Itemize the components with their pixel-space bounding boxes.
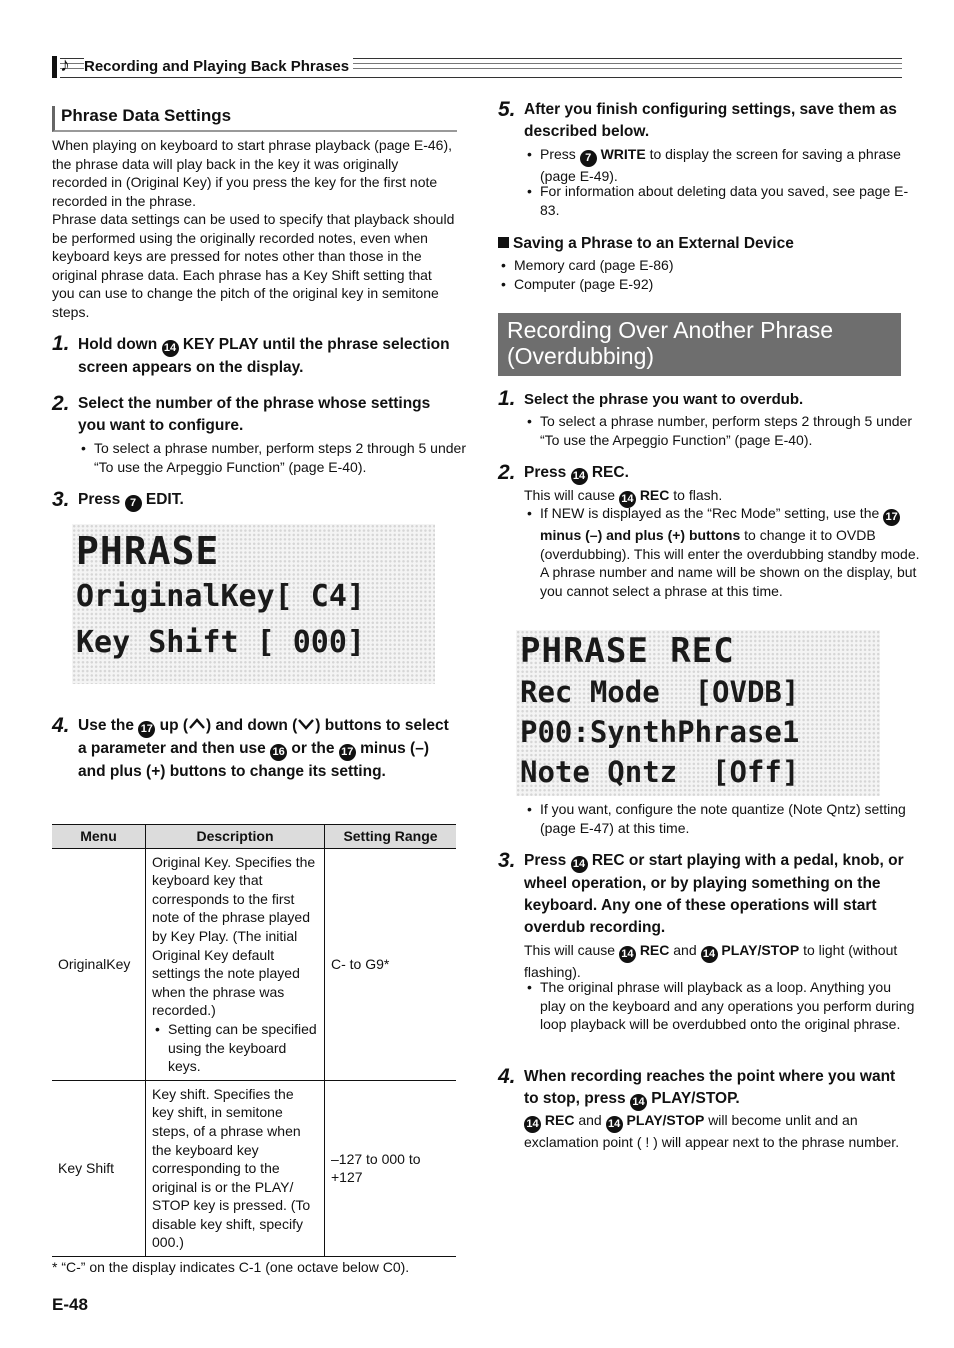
button-label: REC	[639, 487, 670, 503]
step-number: 1.	[498, 387, 516, 410]
intro-paragraph-1: When playing on keyboard to start phrase playback (page E-46), the phrase data will play back in the key it was originally recorded in (Original Key) if you press the key for the first note recorded in the phrase.	[52, 137, 453, 209]
saving-item: • Memory card (page E-86)	[498, 256, 914, 275]
step-text-part: REC or start playing with a pedal, knob, or wheel operation, or by playing something on the keyboard. Any one of these operations will start overdub recording.	[524, 852, 904, 936]
table-header-row	[52, 825, 456, 849]
button-label: WRITE	[600, 146, 646, 162]
step-number: 4.	[498, 1065, 516, 1088]
button-label: REC	[544, 1112, 575, 1128]
lcd-line: Note Qntz [Off]	[520, 755, 800, 789]
overdub-step-1-bullet: • To select a phrase number, perform steps 2 through 5 under “To use the Arpeggio Function” (page E-40).	[524, 412, 920, 449]
button-14-icon: 14	[571, 468, 588, 485]
step-2-text: Select the number of the phrase whose settings you want to configure.	[78, 395, 431, 434]
step-number: 5.	[498, 98, 516, 121]
table-row	[52, 848, 456, 1080]
step-text-part: ) buttons to select a parameter and then use	[78, 717, 449, 757]
square-bullet-icon	[498, 237, 509, 248]
step-text-part: Hold down	[78, 336, 158, 353]
running-header	[52, 54, 902, 78]
music-note-icon: ♪	[60, 54, 70, 76]
table-footnote: * “C-” on the display indicates C-1 (one octave below C0).	[52, 1259, 410, 1275]
step-5-text: After you finish configuring settings, save them as described below.	[524, 101, 897, 140]
text-part: This will cause	[524, 942, 616, 958]
button-label: PLAY/STOP	[721, 942, 800, 958]
table-cell-range: –127 to 000 to +127	[325, 1080, 457, 1256]
overdub-step-3-bullet: • The original phrase will playback as a loop. Anything you play on the keyboard and any operations you perform during loop playback will be overdubbed onto the original phrase.	[524, 978, 920, 1034]
step-text-part: REC.	[591, 464, 629, 481]
step-2-bullet: • To select a phrase number, perform steps 2 through 5 under “To use the Arpeggio Function” (page E-40).	[78, 439, 474, 476]
overdub-step-3-text	[524, 941, 904, 982]
bullet-text-part: Press	[540, 146, 576, 162]
step-5-bullet	[524, 145, 920, 186]
lcd-line: Key Shift [ 000]	[76, 625, 365, 660]
step-1-text	[78, 334, 458, 379]
step-3-text	[78, 489, 458, 512]
step-number: 2.	[498, 461, 516, 484]
overdub-step-3	[524, 850, 904, 939]
button-14-icon: 14	[619, 491, 636, 508]
text-part: will become unlit and an exclamation point ( ! ) will appear next to the phrase number.	[524, 1112, 900, 1150]
description-bullet: • Setting can be specified using the keyboard keys.	[152, 1020, 318, 1076]
step-text-part: Press	[524, 464, 567, 481]
bullet-text-part: to display the screen for saving a phrase (page E-49).	[540, 146, 901, 184]
button-label: REC	[639, 942, 670, 958]
table-cell-menu: Key Shift	[52, 1080, 146, 1256]
lcd-display-phrase-rec	[516, 630, 880, 796]
button-14-icon: 14	[606, 1116, 623, 1133]
button-7-icon: 7	[580, 150, 597, 167]
lcd-line: P00:SynthPhrase1	[520, 715, 800, 749]
button-14-icon: 14	[571, 856, 588, 873]
text-part: and	[673, 942, 697, 958]
step-number: 1.	[52, 332, 70, 355]
button-7-icon: 7	[125, 495, 142, 512]
overdub-step-1: Select the phrase you want to overdub.	[524, 391, 804, 408]
saving-title: Saving a Phrase to an External Device	[513, 235, 794, 252]
step-text-part: Press	[524, 852, 567, 869]
step-text-part: Press	[78, 491, 121, 508]
table-cell-range: C- to G9*	[325, 848, 457, 1080]
table-header: Description	[146, 825, 325, 849]
button-14-icon: 14	[524, 1116, 541, 1133]
step-number: 4.	[52, 714, 70, 737]
text-part: to flash.	[673, 487, 723, 503]
table-header: Menu	[52, 825, 146, 849]
step-number: 3.	[498, 849, 516, 872]
overdub-step-4	[524, 1066, 904, 1111]
step-4-text	[78, 715, 458, 783]
text-part: This will cause	[524, 487, 616, 503]
step-number: 2.	[52, 392, 70, 415]
text-part: to light (without flashing).	[524, 942, 898, 980]
settings-table	[52, 824, 456, 1257]
overdub-step-2-bullet-2: • If you want, configure the note quantize (Note Qntz) setting (page E-47) at this time.	[524, 800, 920, 837]
step-5-bullet: • For information about deleting data you saved, see page E-83.	[524, 182, 920, 219]
chevron-down-icon	[297, 717, 315, 734]
button-17-icon: 17	[339, 744, 356, 761]
intro-paragraph-2: Phrase data settings can be used to specify that playback should be performed using the originally recorded notes, even when keyboard keys are pressed for notes other than those in the original phrase data. Each phrase has a Key Shift setting that you can use to change the pitch of the original key in semitone steps.	[52, 211, 455, 320]
button-14-icon: 14	[701, 946, 718, 963]
button-17-icon: 17	[883, 509, 900, 526]
header-title: Recording and Playing Back Phrases	[84, 58, 353, 77]
lcd-line: PHRASE	[76, 529, 220, 573]
text-part: and	[578, 1112, 602, 1128]
table-cell-description: Key shift. Specifies the key shift, in semitone steps, of a phrase when the keyboard key corresponding to the original is or the PLAY/ STOP key is pressed. (To disable key shift, specify 000.)	[146, 1080, 325, 1256]
chevron-up-icon	[188, 717, 206, 734]
lcd-display-phrase	[72, 524, 435, 684]
button-14-icon: 14	[619, 946, 636, 963]
bullet-text-part: to change it to OVDB (overdubbing). This will enter the overdubbing standby mode. A phrase number and name will be shown on the display, but you cannot select a phrase at this time.	[540, 527, 920, 599]
step-number: 3.	[52, 488, 70, 511]
overdub-step-2	[524, 462, 904, 485]
table-header: Setting Range	[325, 825, 457, 849]
step-text-part: minus (–) and plus (+) buttons to change its setting.	[78, 740, 430, 780]
button-14-icon: 14	[630, 1094, 647, 1111]
saving-heading	[498, 234, 794, 254]
header-bar	[52, 56, 57, 78]
step-text-part: Use the	[78, 717, 134, 734]
page-number: E-48	[52, 1295, 88, 1314]
description-text: Original Key. Specifies the keyboard key that corresponds to the first note of the phrase played by Key Play. (The initial Original Key default settings the note played when the phrase was recorded.)	[152, 853, 316, 1019]
button-label: minus (–) and plus (+) buttons	[540, 527, 741, 543]
bullet-text-part: If NEW is displayed as the “Rec Mode” setting, use the	[540, 505, 880, 521]
button-14-icon: 14	[162, 340, 179, 357]
step-text-part: When recording reaches the point where you want to stop, press	[524, 1068, 896, 1107]
step-text-part: EDIT.	[145, 491, 184, 508]
table-row	[52, 1080, 456, 1256]
lcd-line: OriginalKey[ C4]	[76, 579, 365, 614]
lcd-line: PHRASE REC	[520, 631, 735, 671]
step-text-part: KEY PLAY until the phrase selection screen appears on the display.	[78, 336, 450, 376]
overdub-step-2-bullet	[524, 504, 920, 600]
step-text-part: PLAY/STOP.	[651, 1090, 740, 1107]
table-cell-description	[146, 848, 325, 1080]
saving-item: • Computer (page E-92)	[498, 275, 914, 294]
step-text-part: up (	[159, 717, 189, 734]
lcd-line: Rec Mode [OVDB]	[520, 675, 800, 709]
section-title: Phrase Data Settings	[52, 106, 457, 132]
step-text-part: ) and down (	[206, 717, 298, 734]
button-16-icon: 16	[270, 744, 287, 761]
button-17-icon: 17	[138, 721, 155, 738]
section-banner: Recording Over Another Phrase (Overdubbing)	[498, 313, 901, 376]
overdub-step-4-text	[524, 1111, 904, 1152]
button-label: PLAY/STOP	[626, 1112, 705, 1128]
table-cell-menu: OriginalKey	[52, 848, 146, 1080]
step-text-part: or the	[291, 740, 335, 757]
